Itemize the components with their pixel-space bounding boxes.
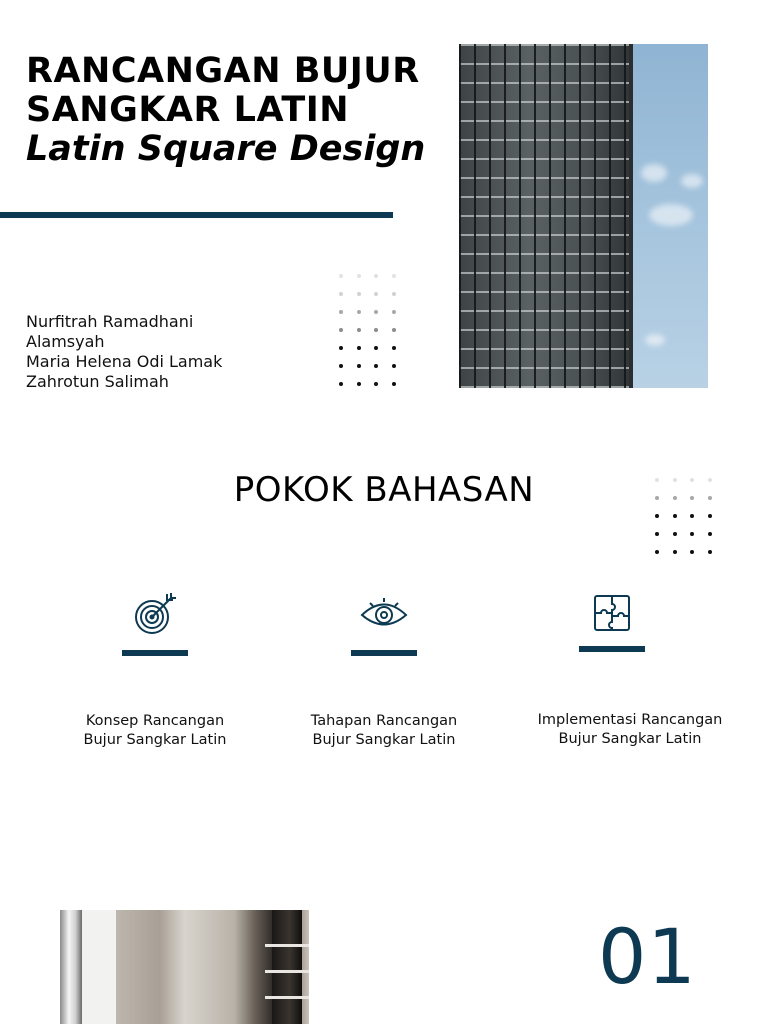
decorative-dot (392, 346, 396, 350)
decorative-dot (673, 478, 677, 482)
decorative-dot (357, 346, 361, 350)
decorative-dot (673, 514, 677, 518)
title-subtitle: Latin Square Design (26, 129, 426, 169)
building-photo (459, 44, 708, 388)
decorative-dot (339, 292, 343, 296)
topic-label-line: Bujur Sangkar Latin (558, 731, 702, 747)
decorative-dot (357, 328, 361, 332)
topic-label (40, 712, 270, 750)
topic-underline (351, 650, 417, 656)
author-list (26, 312, 222, 392)
title-line-1: RANCANGAN BUJUR (26, 51, 420, 91)
decorative-dot (655, 514, 659, 518)
decorative-dot (357, 382, 361, 386)
decorative-dot (374, 292, 378, 296)
title-line-2: SANGKAR LATIN (26, 90, 350, 130)
decorative-dot (339, 310, 343, 314)
topic-label-line: Implementasi Rancangan (537, 712, 723, 728)
topic-label (515, 711, 745, 749)
decorative-dot (708, 478, 712, 482)
decorative-dot (655, 478, 659, 482)
decorative-dot (374, 346, 378, 350)
decorative-dot (673, 532, 677, 536)
decorative-dot (392, 328, 396, 332)
topic-label (269, 712, 499, 750)
decorative-dot (708, 514, 712, 518)
decorative-dot (655, 496, 659, 500)
author-name: Alamsyah (26, 332, 105, 351)
decorative-dot (357, 364, 361, 368)
author-name: Maria Helena Odi Lamak (26, 352, 223, 371)
section-heading: POKOK BAHASAN (233, 470, 535, 510)
topic-label-line: Bujur Sangkar Latin (83, 732, 227, 748)
decorative-dot (374, 274, 378, 278)
decorative-dot (673, 550, 677, 554)
decorative-dot (655, 550, 659, 554)
topic-label-line: Bujur Sangkar Latin (312, 732, 456, 748)
decorative-dot (374, 382, 378, 386)
decorative-dot-grid (339, 274, 396, 386)
decorative-dot (392, 364, 396, 368)
decorative-dot (673, 496, 677, 500)
decorative-dot (690, 478, 694, 482)
decorative-dot-grid (655, 478, 712, 554)
decorative-dot (339, 382, 343, 386)
decorative-dot (392, 382, 396, 386)
target-icon (131, 590, 179, 638)
decorative-dot (392, 274, 396, 278)
author-name: Nurfitrah Ramadhani (26, 312, 194, 331)
topic-item (40, 590, 270, 750)
doorway-photo (60, 910, 309, 1024)
decorative-dot (690, 532, 694, 536)
decorative-dot (374, 328, 378, 332)
decorative-dot (339, 364, 343, 368)
decorative-dot (392, 292, 396, 296)
topic-item (515, 590, 745, 749)
decorative-dot (339, 328, 343, 332)
decorative-dot (690, 496, 694, 500)
decorative-dot (357, 274, 361, 278)
author-name: Zahrotun Salimah (26, 372, 169, 391)
decorative-dot (708, 496, 712, 500)
decorative-dot (374, 310, 378, 314)
decorative-dot (357, 292, 361, 296)
topic-underline (579, 646, 645, 652)
title-underline (0, 212, 393, 218)
decorative-dot (690, 514, 694, 518)
topic-item (269, 590, 499, 750)
decorative-dot (339, 274, 343, 278)
eye-icon (360, 590, 408, 638)
decorative-dot (357, 310, 361, 314)
decorative-dot (339, 346, 343, 350)
puzzle-icon (588, 590, 636, 638)
decorative-dot (708, 550, 712, 554)
decorative-dot (690, 550, 694, 554)
topic-underline (122, 650, 188, 656)
decorative-dot (374, 364, 378, 368)
decorative-dot (708, 532, 712, 536)
decorative-dot (392, 310, 396, 314)
topic-label-line: Tahapan Rancangan (310, 713, 458, 729)
title-block (26, 52, 446, 169)
topic-label-line: Konsep Rancangan (85, 713, 225, 729)
section-number: 01 (598, 912, 697, 1001)
decorative-dot (655, 532, 659, 536)
